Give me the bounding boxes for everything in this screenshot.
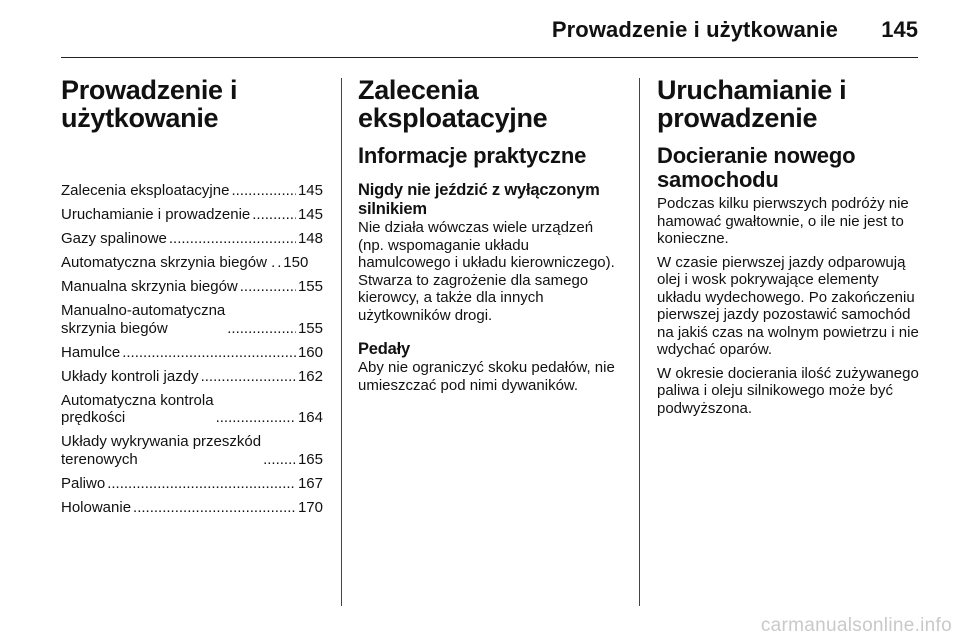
toc-item-page: 162 (297, 367, 323, 385)
toc-item-label: Paliwo (61, 474, 106, 492)
paragraph: W czasie pierwszej jazdy odparowują olej i wosk pokrywające elementy układu wydechowego. Po zakończeniu pierwszej jazdy pozostawić samochód na jakiś czas na wolnym powietrzu i nie wdychać oparów. (657, 253, 919, 358)
section-title: Uruchamianie i prowadzenie (657, 75, 847, 133)
toc-item-label: Manualna skrzynia biegów (61, 278, 238, 295)
toc-item-page: 155 (297, 278, 323, 295)
chapter-title: Prowadzenie i użytkowanie (61, 75, 238, 133)
toc-item[interactable] (61, 206, 323, 224)
page-number: 145 (881, 17, 918, 42)
toc-leader-dots (122, 344, 296, 362)
toc-item-label: Manualno-automatyczna skrzynia biegów (61, 302, 226, 337)
page-header (0, 0, 960, 58)
watermark: carmanualsonline.info (760, 615, 952, 636)
toc-item-page: 165 (297, 450, 323, 468)
column-driving (657, 76, 927, 417)
toc-item[interactable] (61, 278, 323, 296)
column-divider-1 (341, 78, 342, 606)
toc-leader-dots (133, 499, 296, 517)
toc-item-label: Zalecenia eksploatacyjne (61, 182, 230, 199)
toc-leader-dots (227, 320, 296, 338)
toc-item[interactable] (61, 230, 323, 248)
toc-item-label: Automatyczna kontrola prędkości (61, 391, 214, 426)
toc-item-page: 170 (297, 498, 323, 516)
toc-item-label: Układy kontroli jazdy (61, 367, 199, 385)
toc-item-page: 148 (297, 230, 323, 247)
toc-item-label: Hamulce (61, 343, 121, 361)
toc-item[interactable] (61, 392, 323, 427)
subsection-title: Informacje praktyczne (358, 143, 587, 168)
header-rule (61, 57, 918, 58)
toc-leader-dots (201, 368, 296, 386)
column-divider-2 (639, 78, 640, 606)
toc-item-page: 150 (283, 254, 309, 271)
toc-item-page: 145 (297, 182, 323, 199)
table-of-contents (61, 182, 323, 516)
toc-item-label: Układy wykrywania przeszkód terenowych (61, 433, 262, 468)
toc-leader-dots (216, 409, 296, 427)
toc-item[interactable] (61, 344, 323, 362)
toc-leader-dots (169, 230, 296, 248)
toc-item[interactable] (61, 433, 323, 468)
toc-item-page: 155 (297, 319, 323, 337)
subsection-title: Docieranie nowego samochodu (657, 143, 856, 192)
toc-item[interactable] (61, 182, 323, 200)
toc-item[interactable] (61, 254, 323, 272)
toc-item-page: 167 (297, 474, 323, 492)
toc-item[interactable] (61, 499, 323, 517)
toc-item[interactable] (61, 475, 323, 493)
column-recommendations (358, 76, 623, 394)
toc-item-label: Automatyczna skrzynia biegów . (61, 254, 276, 271)
topic-title: Nigdy nie jeździć z wyłączonym silnikiem (358, 181, 600, 218)
toc-item-label: Holowanie (61, 498, 132, 516)
toc-leader-dots (252, 206, 296, 224)
toc-item-page: 164 (297, 409, 323, 426)
toc-leader-dots (107, 475, 296, 493)
toc-item-label: Uruchamianie i prowadzenie (61, 206, 251, 223)
topic-title: Pedały (358, 340, 410, 358)
column-contents (61, 76, 323, 523)
toc-item-page: 145 (297, 206, 323, 223)
toc-item[interactable] (61, 368, 323, 386)
section-title: Zalecenia eksploatacyjne (358, 75, 548, 133)
paragraph: W okresie docierania ilość zużywanego paliwa i oleju silnikowego może być podwyższona. (657, 364, 919, 417)
paragraph: Podczas kilku pierwszych podróży nie hamować gwałtownie, o ile nie jest to konieczne. (657, 195, 909, 247)
toc-leader-dots (277, 254, 281, 272)
toc-item[interactable] (61, 302, 323, 337)
toc-item-label: Gazy spalinowe (61, 230, 167, 247)
toc-leader-dots (263, 451, 296, 469)
topic-body: Aby nie ograniczyć skoku pedałów, nie umieszczać pod nimi dywaników. (358, 359, 615, 394)
toc-leader-dots (240, 278, 296, 296)
topic-body: Nie działa wówczas wiele urządzeń (np. wspomaganie układu hamulcowego i układu kierowniczego). Stwarza to zagrożenie dla samego kierowcy, a także dla innych użytkowników drogi. (358, 219, 615, 324)
header-title: Prowadzenie i użytkowanie (551, 17, 838, 42)
toc-leader-dots (231, 182, 296, 200)
toc-item-page: 160 (297, 343, 323, 361)
